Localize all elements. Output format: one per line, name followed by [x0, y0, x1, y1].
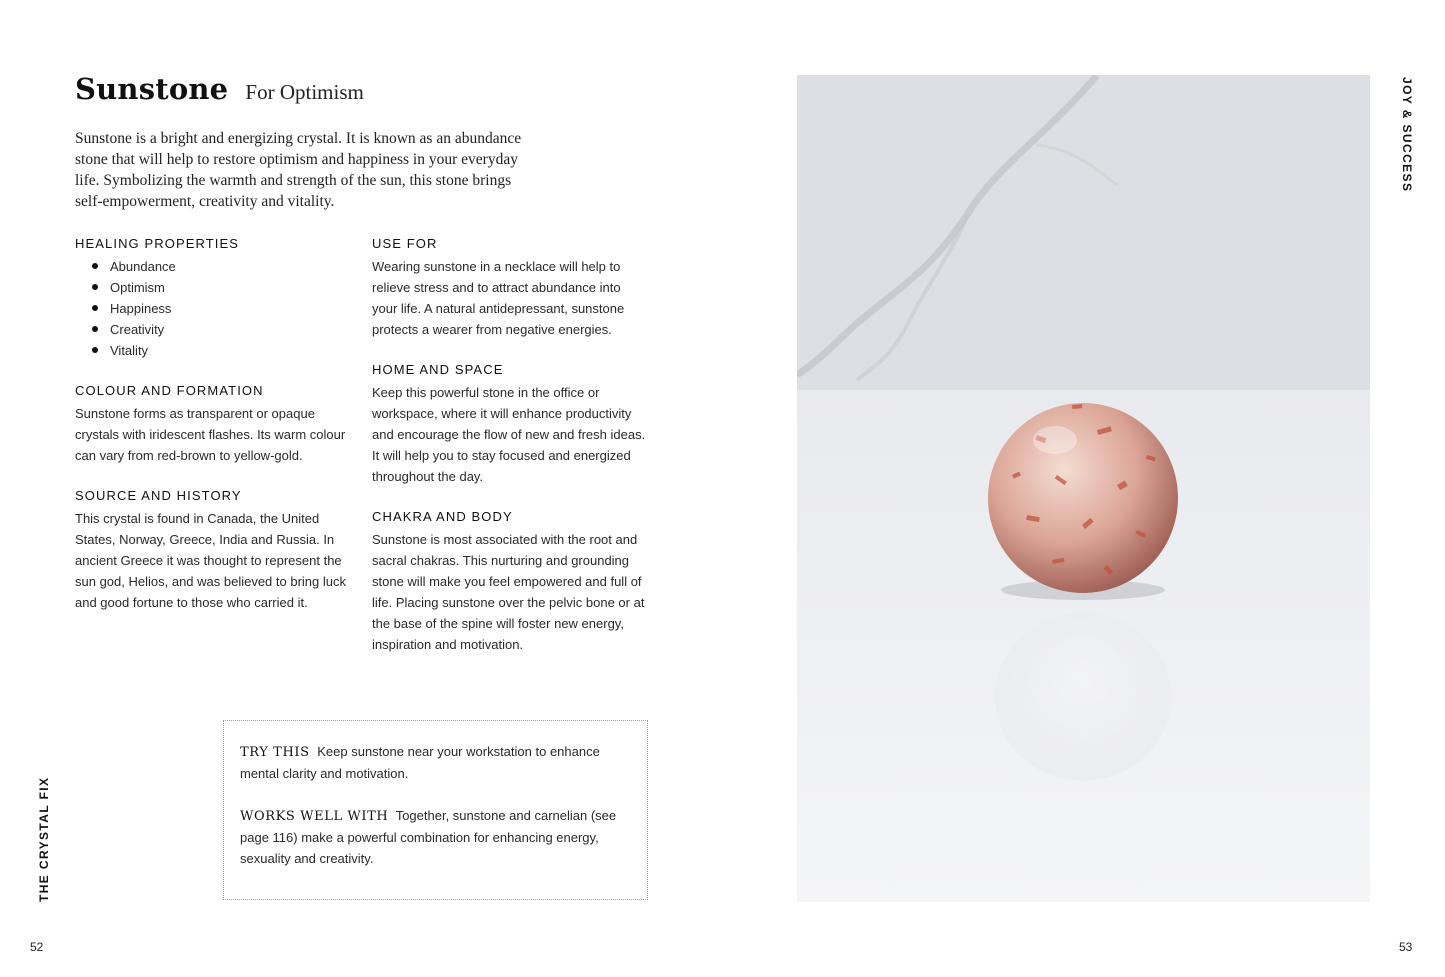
try-this-label: TRY THIS [240, 745, 310, 760]
source-heading: SOURCE AND HISTORY [75, 488, 242, 503]
bullet-icon [92, 305, 98, 311]
list-item: Abundance [75, 256, 355, 277]
try-this-tip [240, 741, 631, 784]
list-item: Creativity [75, 319, 355, 340]
crystal-name: Sunstone [75, 72, 229, 106]
colour-heading: COLOUR AND FORMATION [75, 383, 264, 398]
page-title [75, 72, 364, 106]
list-item: Happiness [75, 298, 355, 319]
try-this-text: Keep sunstone near your workstation to enhance mental clarity and motivation. [240, 744, 600, 781]
use-for-heading: USE FOR [372, 236, 438, 251]
use-for-section [372, 235, 647, 340]
use-for-body: Wearing sunstone in a necklace will help to relieve stress and to attract abundance into your life. A natural antidepressant, sunstone protects a wearer from negative energies. [372, 259, 625, 337]
list-item: Vitality [75, 340, 355, 361]
bullet-icon [92, 347, 98, 353]
bullet-icon [92, 284, 98, 290]
chakra-body: Sunstone is most associated with the root and sacral chakras. This nurturing and grounding stone will make you feel empowered and full of life. Placing sunstone over the pelvic bone or at the base of the spine will foster new energy, inspiration and motivation. [372, 532, 645, 652]
tip-box [223, 720, 648, 900]
colour-section [75, 382, 355, 466]
healing-section [75, 235, 355, 361]
chakra-section [372, 508, 647, 655]
colour-body: Sunstone forms as transparent or opaque crystals with iridescent flashes. Its warm colour can vary from red-brown to yellow-gold. [75, 406, 346, 463]
left-column [75, 235, 355, 634]
bullet-icon [92, 263, 98, 269]
right-column [372, 235, 647, 676]
works-well-with-tip [240, 805, 631, 869]
running-head-right: JOY & SUCCESS [1400, 77, 1414, 193]
healing-heading: HEALING PROPERTIES [75, 236, 240, 251]
source-body: This crystal is found in Canada, the United States, Norway, Greece, India and Russia. In ancient Greece it was thought to represent the sun god, Helios, and was believed to bring luck and good fortune to those who carried it. [75, 511, 346, 610]
bullet-icon [92, 326, 98, 332]
chakra-heading: CHAKRA AND BODY [372, 509, 513, 524]
crystal-subtitle: For Optimism [245, 80, 364, 104]
healing-list [75, 256, 355, 361]
home-body: Keep this powerful stone in the office or workspace, where it will enhance productivity and encourage the flow of new and fresh ideas. It will help you to stay focused and energized throughout the day. [372, 385, 646, 484]
works-well-with-label: WORKS WELL WITH [240, 809, 389, 824]
home-heading: HOME AND SPACE [372, 362, 504, 377]
list-item: Optimism [75, 277, 355, 298]
sunstone-sphere-illustration [797, 75, 1370, 902]
works-well-with-text: Together, sunstone and carnelian (see page 116) make a powerful combination for enhancing energy, sexuality and creativity. [240, 808, 617, 866]
page-number-right: 53 [1399, 940, 1413, 954]
sunstone-photo [797, 75, 1370, 902]
home-section [372, 361, 647, 487]
page-number-left: 52 [30, 940, 44, 954]
running-head-left: THE CRYSTAL FIX [37, 776, 51, 902]
source-section [75, 487, 355, 613]
intro-paragraph: Sunstone is a bright and energizing crystal. It is known as an abundance stone that will help to restore optimism and happiness in your everyday life. Symbolizing the warmth and strength of the sun, this stone brings self-empowerment, creativity and vitality. [75, 130, 522, 210]
